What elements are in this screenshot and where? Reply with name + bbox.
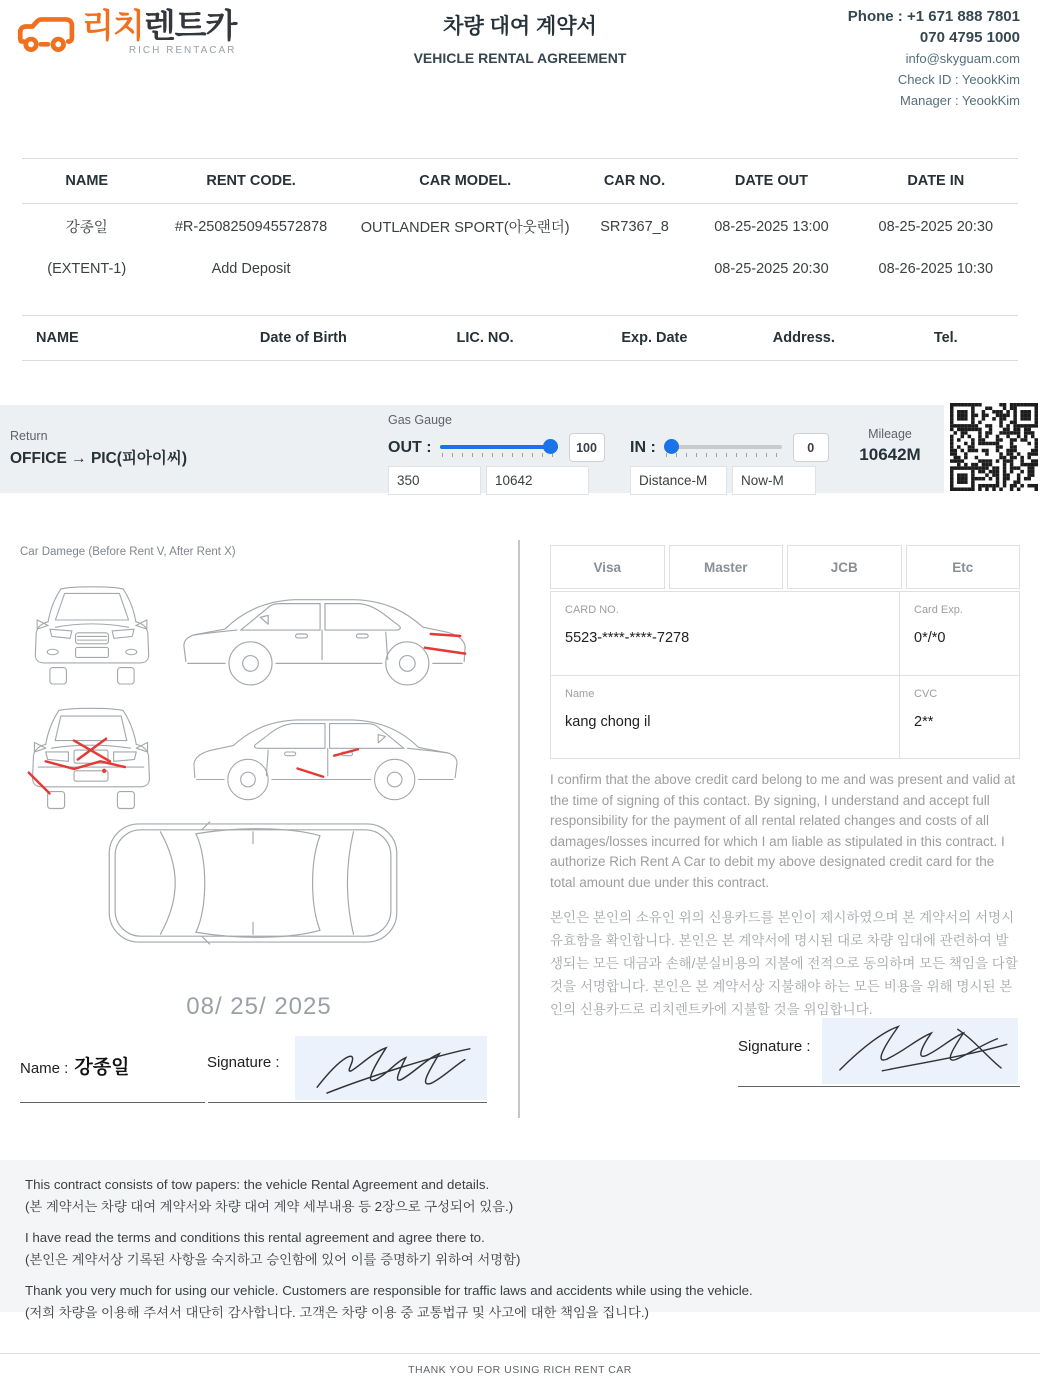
out-label: OUT : <box>388 438 432 456</box>
col-date-out: DATE OUT <box>689 159 853 204</box>
out-slider-thumb[interactable] <box>543 439 558 454</box>
card-type-jcb[interactable]: JCB <box>787 545 902 589</box>
card-exp-cell <box>899 592 1019 675</box>
card-holder-row <box>551 675 1019 758</box>
thank-you-text: THANK YOU FOR USING RICH RENT CAR <box>408 1364 632 1376</box>
slider-track <box>664 445 782 449</box>
out-mileage-input[interactable] <box>486 466 589 495</box>
card-type-etc[interactable]: Etc <box>906 545 1021 589</box>
car-front-view <box>28 580 156 692</box>
card-number-cell <box>551 592 899 675</box>
renter-name: 강종일 <box>65 220 108 236</box>
damage-mark <box>334 749 358 755</box>
date-in-2: 08-26-2025 10:30 <box>878 261 994 277</box>
note-1-en: This contract consists of tow papers: the vehicle Rental Agreement and details. <box>25 1177 490 1192</box>
note-2 <box>25 1227 1015 1270</box>
brand-logo <box>16 8 236 56</box>
renter-name-row <box>20 1052 129 1079</box>
signature-stroke <box>295 1036 487 1100</box>
note-2-kr: (본인은 계약서상 기록된 사항을 숙지하고 승인함에 있어 이를 증명하기 위하여 서명함) <box>25 1251 521 1267</box>
out-distance-input[interactable] <box>388 466 481 495</box>
col-address: Address. <box>734 316 873 361</box>
car-no: SR7367_8 <box>600 218 669 235</box>
add-deposit: Add Deposit <box>211 261 291 277</box>
renter-name-value: 강종일 <box>74 1057 130 1078</box>
in-gauge-value: 0 <box>793 433 829 462</box>
cvc-value: 2** <box>914 714 934 730</box>
col-date-in: DATE IN <box>854 159 1018 204</box>
col-tel: Tel. <box>874 316 1018 361</box>
empty-cell <box>351 249 580 289</box>
in-slider-thumb[interactable] <box>664 439 679 454</box>
brand-name-dark: 렌트카 <box>143 7 237 44</box>
damage-mark <box>46 761 125 769</box>
in-distance-input[interactable] <box>630 466 727 495</box>
car-top-view <box>103 818 403 948</box>
in-inputs <box>630 466 816 495</box>
date-out-2: 08-25-2025 20:30 <box>714 261 829 277</box>
empty-cell <box>22 361 1018 395</box>
car-side-view-right <box>178 697 472 807</box>
note-1-kr: (본 계약서는 차량 대여 계약서와 차량 대여 계약 세부내용 등 2장으로 구성되어 있음.) <box>25 1198 514 1214</box>
signature-underline-left <box>208 1102 487 1103</box>
phone-secondary: 070 4795 1000 <box>919 29 1020 46</box>
renter-signature[interactable] <box>295 1036 487 1100</box>
out-gas-slider[interactable] <box>440 439 558 457</box>
card-name-value: kang chong il <box>565 714 651 730</box>
title-korean: 차량 대여 계약서 <box>443 15 597 38</box>
driver-empty-row <box>22 361 1018 395</box>
note-3-kr: (저희 차량을 이용해 주셔서 대단히 감사합니다. 고객은 차량 이용 중 교통법규 및 사고에 대한 책임을 집니다.) <box>25 1304 649 1320</box>
card-type-visa[interactable]: Visa <box>550 545 665 589</box>
card-no-label: CARD NO. <box>565 604 619 616</box>
date-in: 08-25-2025 20:30 <box>878 218 994 235</box>
cvc-label: CVC <box>914 688 938 700</box>
name-label: Name : <box>20 1060 69 1077</box>
table-row <box>22 249 1018 289</box>
rent-code: #R-2508250945572878 <box>174 218 328 235</box>
rental-table <box>22 158 1018 289</box>
car-damage-label: Car Damege (Before Rent V, After Rent X) <box>20 546 236 558</box>
car-rear-view <box>25 700 157 818</box>
return-gauge-bar <box>0 405 944 493</box>
note-1 <box>25 1174 1015 1217</box>
card-exp-value: 0*/*0 <box>914 630 946 646</box>
col-name: NAME <box>22 159 151 204</box>
in-now-input[interactable] <box>732 466 816 495</box>
signature-label-right: Signature : <box>738 1038 811 1055</box>
mileage-block <box>840 427 940 465</box>
signature-stroke <box>822 1018 1018 1084</box>
table-row <box>22 204 1018 250</box>
in-gauge-row <box>630 433 829 462</box>
signature-label-left: Signature : <box>207 1054 280 1071</box>
out-inputs <box>388 466 589 495</box>
out-gauge-value: 100 <box>569 433 605 462</box>
in-gas-slider[interactable] <box>664 439 782 457</box>
note-3-en: Thank you very much for using our vehicle. Customers are responsible for traffic laws and accidents while using the vehicle. <box>25 1283 753 1298</box>
manager: Manager : YeookKim <box>900 93 1020 108</box>
damage-mark <box>431 634 460 636</box>
col-car-no: CAR NO. <box>580 159 690 204</box>
footer-divider <box>0 1353 1040 1354</box>
brand-name <box>82 8 236 44</box>
qr-code <box>950 403 1038 491</box>
extent-label: (EXTENT-1) <box>47 261 127 277</box>
col-driver-name: NAME <box>22 316 211 361</box>
card-cvc-cell <box>899 676 1019 758</box>
col-car-model: CAR MODEL. <box>351 159 580 204</box>
date-out: 08-25-2025 13:00 <box>714 218 829 235</box>
car-model: OUTLANDER SPORT(아웃랜더) <box>360 220 570 236</box>
col-rent-code: RENT CODE. <box>151 159 350 204</box>
title-english: VEHICLE RENTAL AGREEMENT <box>413 50 627 66</box>
card-type-row <box>550 545 1020 589</box>
note-2-en: I have read the terms and conditions this rental agreement and agree there to. <box>25 1230 485 1245</box>
rental-table-header-row <box>22 159 1018 204</box>
check-id: Check ID : YeookKim <box>897 72 1020 87</box>
damage-mark <box>425 648 465 654</box>
empty-cell <box>580 249 690 289</box>
email: info@skyguam.com <box>905 51 1020 66</box>
column-divider <box>518 540 520 1118</box>
card-type-master[interactable]: Master <box>669 545 784 589</box>
cardholder-signature[interactable] <box>822 1018 1018 1084</box>
signature-underline-right <box>738 1086 1020 1087</box>
col-lic-no: LIC. NO. <box>395 316 574 361</box>
card-number-row <box>551 592 1019 675</box>
card-holder-cell <box>551 676 899 758</box>
slider-ticks <box>442 453 556 457</box>
card-details <box>550 591 1020 759</box>
car-side-view-left <box>178 575 472 693</box>
card-exp-label: Card Exp. <box>914 604 963 616</box>
damage-mark <box>29 773 50 794</box>
brand-name-orange: 리치 <box>82 7 144 44</box>
col-exp-date: Exp. Date <box>575 316 734 361</box>
col-dob: Date of Birth <box>211 316 395 361</box>
confirmation-paragraph-en: I confirm that the above credit card belong to me and was present and valid at the time of signing of this contact. By signing, I understand and accept full responsibility for the payment of all rental related changes and costs of all damages/losses incurred for which I am liable as stipulated in this contract. I authorize Rich Rent A Car to debit my above designated credit card for the total amount due under this contract. <box>550 772 1016 890</box>
damage-mark <box>298 769 324 777</box>
return-label: Return <box>10 429 48 443</box>
return-route: OFFICE → PIC(피아이씨) <box>10 450 187 467</box>
name-underline <box>20 1102 205 1103</box>
gas-gauge-label: Gas Gauge <box>388 413 452 427</box>
note-3 <box>25 1280 1015 1323</box>
truck-icon <box>16 12 78 56</box>
contact-info <box>848 6 1020 111</box>
contract-date: 08/ 25/ 2025 <box>186 993 332 1020</box>
damage-mark <box>103 770 105 772</box>
card-no-value: 5523-****-****-7278 <box>565 630 690 646</box>
driver-table-header-row <box>22 316 1018 361</box>
driver-table <box>22 315 1018 395</box>
mileage-value: 10642M <box>859 445 921 464</box>
slider-ticks <box>666 453 780 457</box>
confirmation-paragraph-kr: 본인은 본인의 소유인 위의 신용카드를 본인이 제시하였으며 본 계약서의 서명시 유효함을 확인합니다. 본인은 본 계약서에 명시된 대로 차량 임대에 관련하여 발생되는 모든 대금과 손해/분실비용의 지불에 전적으로 동의하며 모든 책임을 다할 것을 서명합니다. 본인은 본 계약서상 지불해야 하는 모든 비용을 위해 명시된 본인의 신용카드로 리치렌트카에 지불할 것을 위임합니다. <box>550 910 1018 1017</box>
phone-primary: Phone : +1 671 888 7801 <box>847 8 1020 25</box>
mileage-label: Mileage <box>868 427 912 441</box>
return-block <box>10 429 187 468</box>
card-name-label: Name <box>565 688 595 700</box>
contract-notes <box>0 1160 1040 1320</box>
slider-fill <box>440 445 558 449</box>
in-label: IN : <box>630 438 656 456</box>
out-gauge-row <box>388 433 605 462</box>
brand-subtitle: RICH RENTACAR <box>128 45 237 56</box>
